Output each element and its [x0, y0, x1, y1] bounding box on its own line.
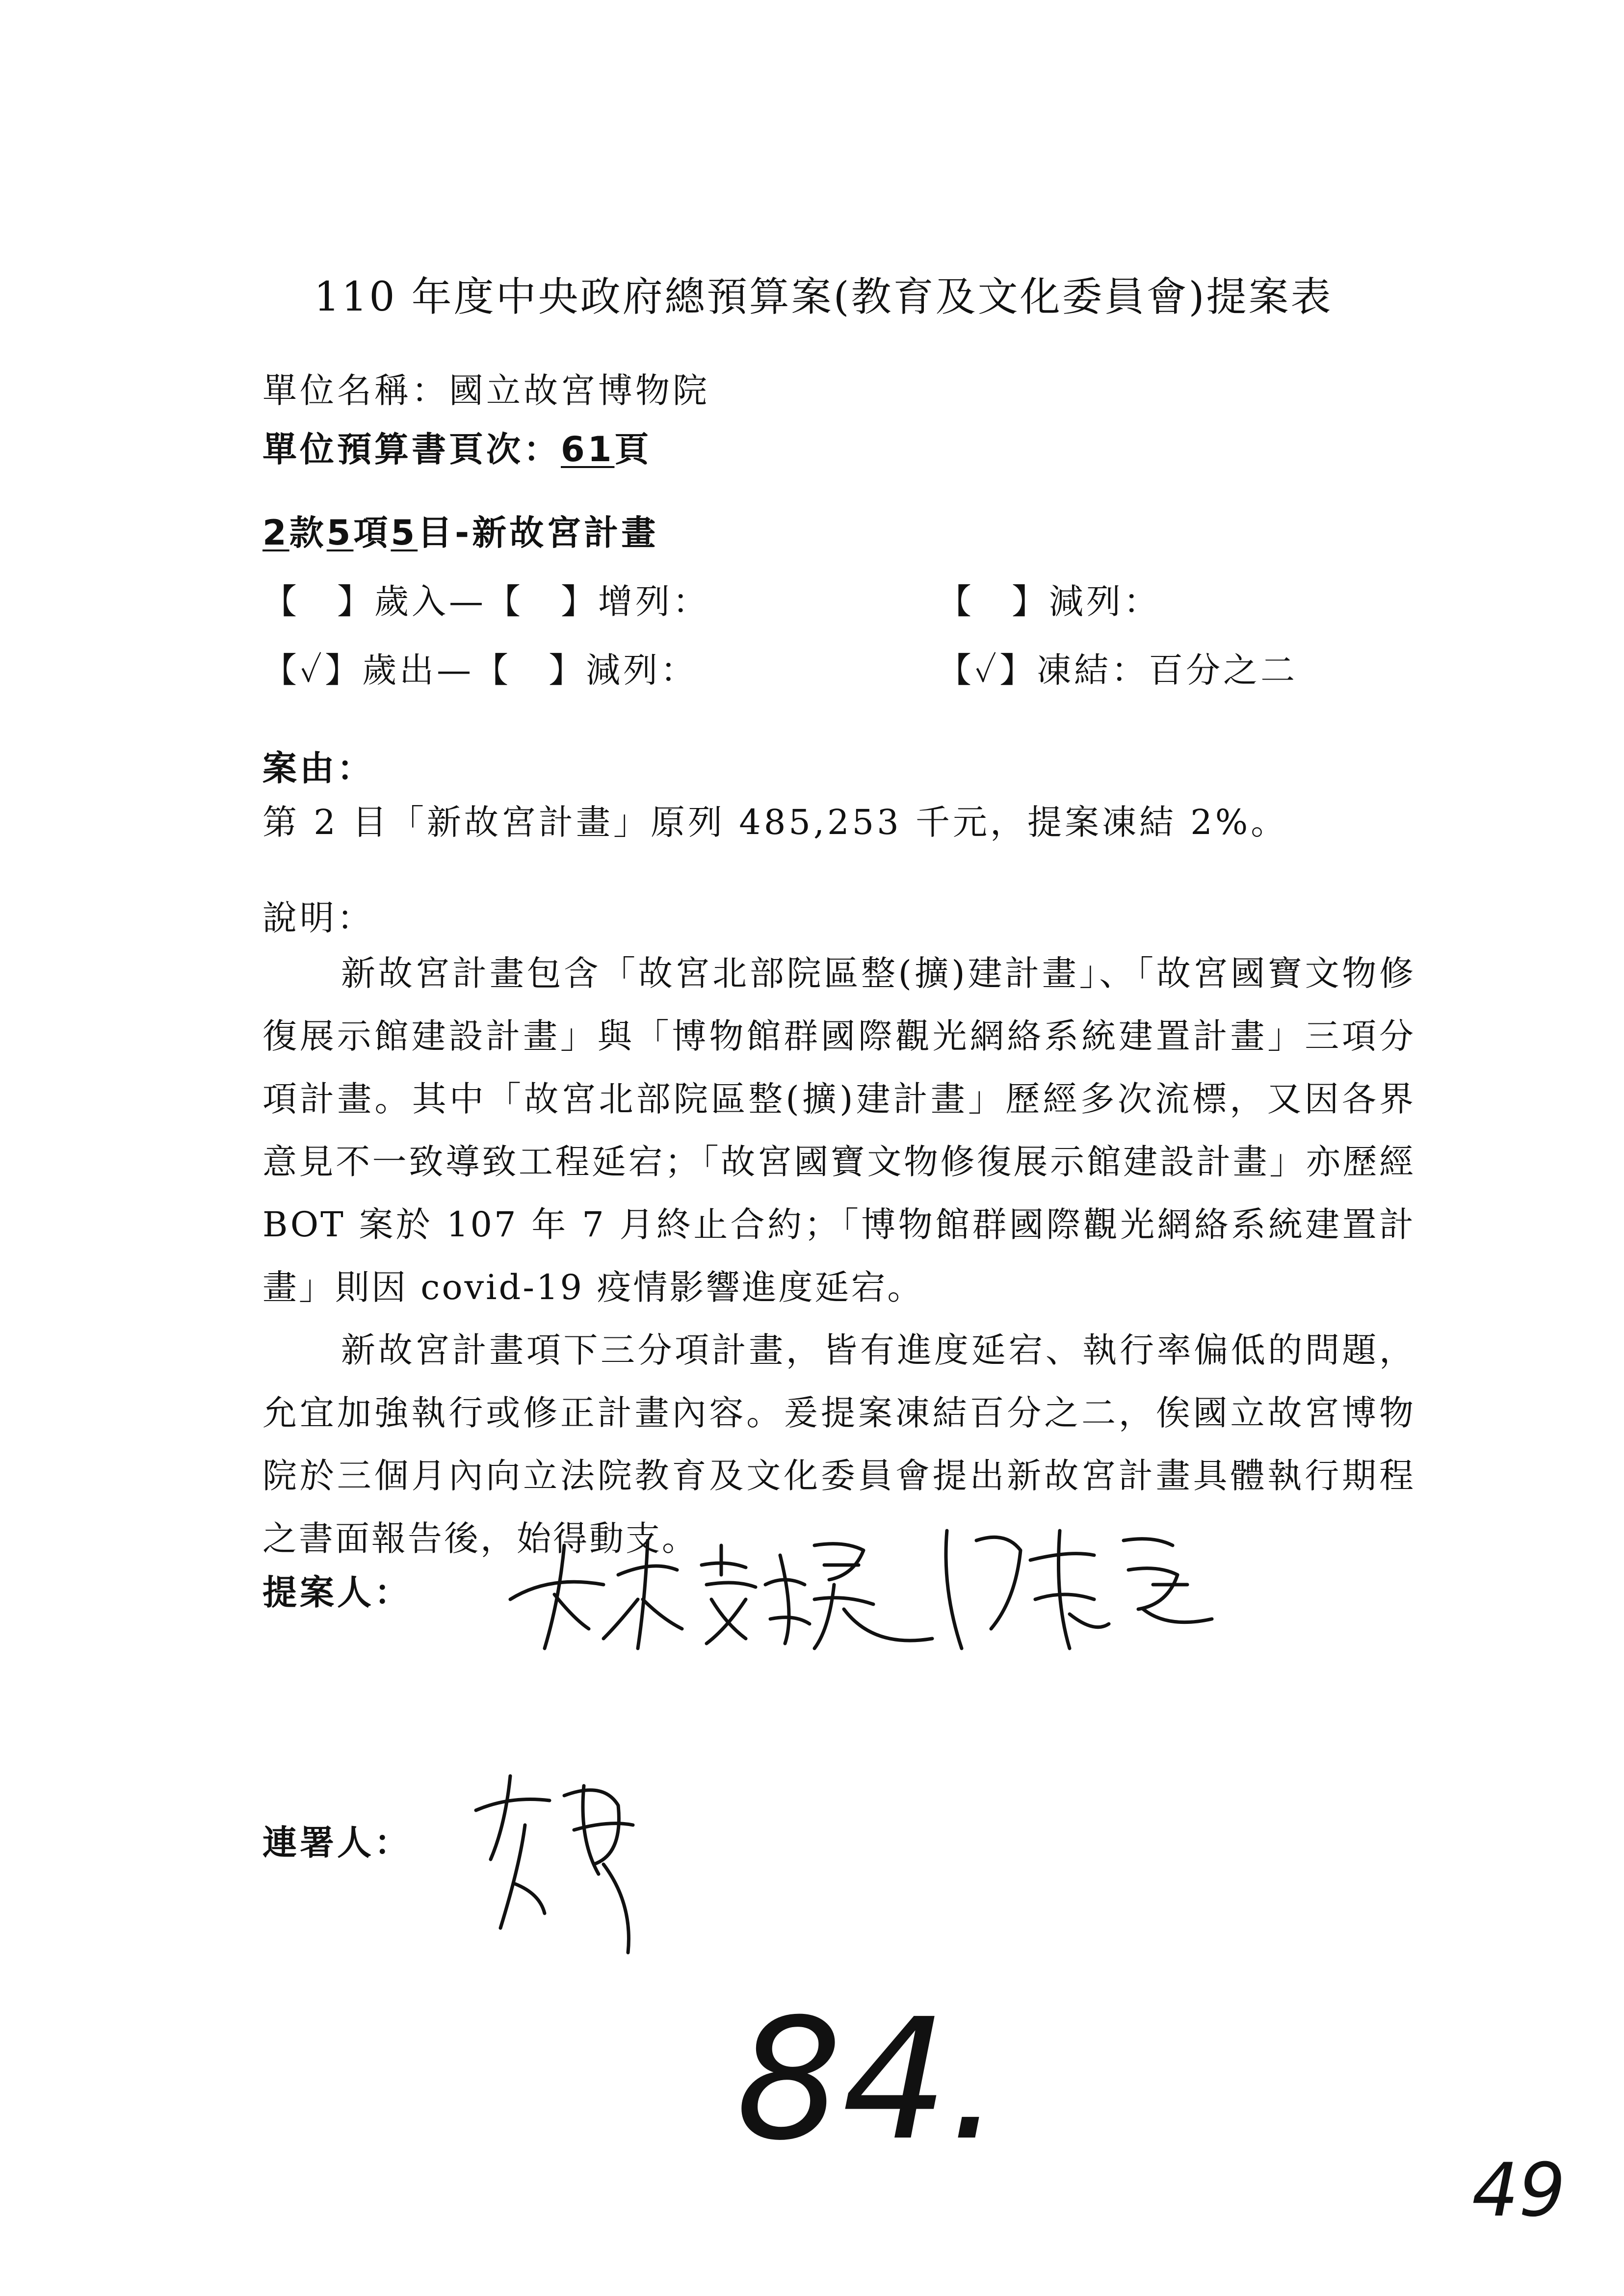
unit-name: 單位名稱：國立故宮博物院 — [262, 370, 710, 411]
revenue-increase-option: 【 】歲入—【 】增列： — [262, 581, 710, 622]
budget-page-suffix: 頁 — [614, 429, 652, 470]
program-xiang-label: 項 — [353, 513, 391, 553]
program-mu-label: 目-新故宮計畫 — [418, 513, 659, 553]
proposer-signature — [491, 1501, 1236, 1663]
explanation-paragraph: 新故宮計畫包含「故宮北部院區整(擴)建計畫」、「故宮國寶文物修復展示館建設計畫」與「博物館群國際觀光網絡系統建置計畫」三項分項計畫。其中「故宮北部院區整(擴)建計畫」歷經多次流標，又因各界意見不一致導致工程延宕；「故宮國寶文物修復展示館建設計畫」亦歷經 BOT 案於 107 年 7 月終止合約；「博物館群國際觀光網絡系統建置計畫」則因 covid-19 疫情影響進度延宕。 — [262, 953, 1415, 1307]
decrease-option: 【 】減列： — [937, 581, 1161, 622]
budget-page-prefix: 單位預算書頁次： — [262, 429, 561, 470]
explanation-paragraph: 新故宮計畫項下三分項計畫，皆有進度延宕、執行率偏低的問題，允宜加強執行或修正計畫內容。爰提案凍結百分之二，俟國立故宮博物院於三個月內向立法院教育及文化委員會提出新故宮計畫具體執行期程之書面報告後，始得動支。 — [262, 1330, 1415, 1559]
proposer-label: 提案人： — [262, 1572, 412, 1613]
program-kuan-number: 2 — [262, 513, 289, 553]
page-corner-number: 49 — [1472, 2148, 1566, 2233]
reason-label: 案由： — [262, 748, 374, 788]
cosigner-label: 連署人： — [262, 1823, 412, 1863]
freeze-option: 【✓】凍結：百分之二 — [937, 650, 1298, 690]
explanation-body — [262, 942, 1415, 1570]
reason-text: 第 2 目「新故宮計畫」原列 485,253 千元，提案凍結 2%。 — [262, 802, 1288, 842]
budget-page-line — [262, 422, 652, 471]
program-line — [262, 505, 658, 555]
explanation-label: 說明： — [262, 898, 374, 938]
program-xiang-number: 5 — [326, 513, 354, 553]
program-kuan-label: 款 — [289, 513, 327, 553]
handwritten-number: 84. — [736, 1983, 1001, 2177]
expenditure-decrease-option: 【✓】歲出—【 】減列： — [262, 650, 698, 690]
budget-page-number: 61 — [561, 429, 615, 470]
program-mu-number: 5 — [391, 513, 418, 553]
document-title: 110 年度中央政府總預算案(教育及文化委員會)提案表 — [314, 274, 1333, 320]
cosigner-signature — [471, 1766, 667, 1962]
